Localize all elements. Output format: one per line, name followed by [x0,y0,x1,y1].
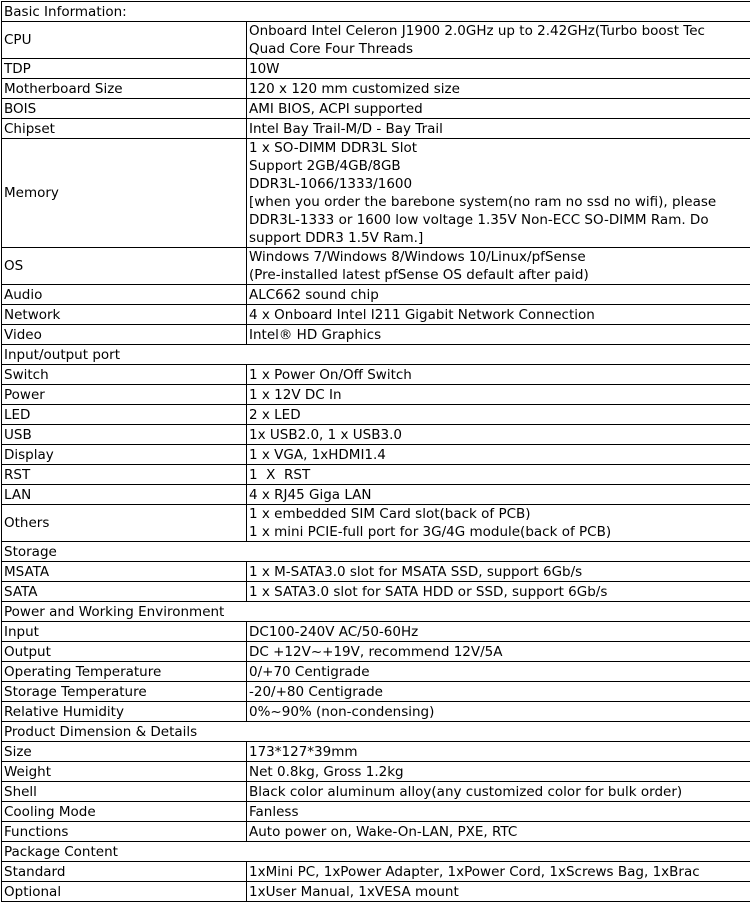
spec-row [2,582,750,602]
spec-value-line: Net 0.8kg, Gross 1.2kg [249,763,750,781]
spec-value [247,79,750,99]
spec-value-line: Intel Bay Trail-M/D - Bay Trail [249,120,750,138]
spec-value-line: 4 x Onboard Intel I211 Gigabit Network Connection [249,306,750,324]
spec-row [2,702,750,722]
section-header-row [2,722,750,742]
spec-value-line: 1 x embedded SIM Card slot(back of PCB) [249,505,750,523]
spec-value [247,862,750,882]
spec-value-line: Black color aluminum alloy(any customized color for bulk order) [249,783,750,801]
spec-value-line: 120 x 120 mm customized size [249,80,750,98]
spec-label: Others [2,505,247,542]
spec-row [2,79,750,99]
spec-value-line: Onboard Intel Celeron J1900 2.0GHz up to 2.42GHz(Turbo boost Tec [249,22,750,40]
spec-label: BOIS [2,99,247,119]
spec-value-line: 1xMini PC, 1xPower Adapter, 1xPower Cord, 1xScrews Bag, 1xBrac [249,863,750,881]
spec-label: TDP [2,59,247,79]
spec-value [247,305,750,325]
spec-value [247,882,750,902]
spec-value [247,325,750,345]
spec-label: OS [2,248,247,285]
spec-row [2,405,750,425]
spec-value-line: Windows 7/Windows 8/Windows 10/Linux/pfSense [249,248,750,266]
spec-value-line: 1 x 12V DC In [249,386,750,404]
spec-value [247,22,750,59]
spec-value-line: 1 x mini PCIE-full port for 3G/4G module(back of PCB) [249,523,750,541]
spec-label: Audio [2,285,247,305]
spec-label: USB [2,425,247,445]
spec-row [2,285,750,305]
spec-label: Input [2,622,247,642]
spec-value [247,562,750,582]
spec-value-line: 0%~90% (non-condensing) [249,703,750,721]
spec-label: Functions [2,822,247,842]
spec-row [2,305,750,325]
spec-label: Relative Humidity [2,702,247,722]
spec-value [247,822,750,842]
spec-label: Size [2,742,247,762]
spec-label: Storage Temperature [2,682,247,702]
spec-value-line: 1xUser Manual, 1xVESA mount [249,883,750,901]
spec-value-line: 1 x SATA3.0 slot for SATA HDD or SSD, support 6Gb/s [249,583,750,601]
section-header-row [2,602,750,622]
spec-value-line: DDR3L-1333 or 1600 low voltage 1.35V Non-ECC SO-DIMM Ram. Do [249,211,750,229]
section-header: Package Content [2,842,750,862]
spec-value-line: DDR3L-1066/1333/1600 [249,175,750,193]
spec-label: Weight [2,762,247,782]
spec-row [2,119,750,139]
section-header-row [2,542,750,562]
spec-label: Memory [2,139,247,248]
section-header-row [2,2,750,22]
spec-value [247,782,750,802]
spec-value-line: DC +12V~+19V, recommend 12V/5A [249,643,750,661]
spec-value [247,445,750,465]
spec-row [2,742,750,762]
section-header-row [2,842,750,862]
spec-label: CPU [2,22,247,59]
spec-value [247,425,750,445]
section-header: Storage [2,542,750,562]
spec-label: Optional [2,882,247,902]
spec-row [2,662,750,682]
spec-value-line: Auto power on, Wake-On-LAN, PXE, RTC [249,823,750,841]
spec-value-line: 1 x VGA, 1xHDMI1.4 [249,446,750,464]
spec-value-line: 4 x RJ45 Giga LAN [249,486,750,504]
spec-label: Output [2,642,247,662]
spec-label: Display [2,445,247,465]
spec-value-line: -20/+80 Centigrade [249,683,750,701]
spec-row [2,622,750,642]
spec-label: Motherboard Size [2,79,247,99]
spec-value [247,702,750,722]
spec-value-line: 173*127*39mm [249,743,750,761]
spec-value-line: 1 x SO-DIMM DDR3L Slot [249,139,750,157]
spec-label: Power [2,385,247,405]
spec-row [2,385,750,405]
spec-label: Standard [2,862,247,882]
spec-value-line: 1 x Power On/Off Switch [249,366,750,384]
spec-value-line: 10W [249,60,750,78]
spec-value [247,139,750,248]
spec-value [247,682,750,702]
spec-row [2,762,750,782]
spec-value-line: (Pre-installed latest pfSense OS default after paid) [249,266,750,284]
spec-value [247,465,750,485]
spec-row [2,365,750,385]
spec-value [247,505,750,542]
spec-value-line: DC100-240V AC/50-60Hz [249,623,750,641]
spec-label: SATA [2,582,247,602]
spec-row [2,682,750,702]
spec-value-line: Support 2GB/4GB/8GB [249,157,750,175]
spec-label: LED [2,405,247,425]
spec-value-line: Quad Core Four Threads [249,40,750,58]
spec-value-line: 0/+70 Centigrade [249,663,750,681]
spec-value-line: 1x USB2.0, 1 x USB3.0 [249,426,750,444]
spec-table [1,1,750,902]
spec-row [2,505,750,542]
spec-row [2,802,750,822]
spec-value [247,59,750,79]
spec-value [247,662,750,682]
spec-value [247,485,750,505]
spec-value [247,642,750,662]
spec-row [2,325,750,345]
spec-row [2,465,750,485]
spec-value-line: 1 x M-SATA3.0 slot for MSATA SSD, support 6Gb/s [249,563,750,581]
spec-label: Cooling Mode [2,802,247,822]
spec-label: RST [2,465,247,485]
spec-value-line: ALC662 sound chip [249,286,750,304]
spec-value [247,119,750,139]
section-header: Basic Information: [2,2,750,22]
spec-value [247,365,750,385]
spec-value [247,742,750,762]
spec-table-body [2,2,750,902]
spec-row [2,248,750,285]
spec-value [247,405,750,425]
spec-label: Switch [2,365,247,385]
spec-value [247,802,750,822]
spec-value-line: AMI BIOS, ACPI supported [249,100,750,118]
spec-row [2,99,750,119]
spec-row [2,882,750,902]
spec-row [2,485,750,505]
spec-label: Operating Temperature [2,662,247,682]
spec-value [247,622,750,642]
spec-value-line: Fanless [249,803,750,821]
spec-label: Chipset [2,119,247,139]
spec-row [2,562,750,582]
spec-row [2,425,750,445]
spec-value-line: [when you order the barebone system(no ram no ssd no wifi), please [249,193,750,211]
spec-row [2,642,750,662]
spec-value-line: 1 X RST [249,466,750,484]
section-header: Power and Working Environment [2,602,750,622]
spec-label: Video [2,325,247,345]
spec-value-line: support DDR3 1.5V Ram.] [249,229,750,247]
spec-value-line: 2 x LED [249,406,750,424]
section-header: Input/output port [2,345,750,365]
spec-row [2,822,750,842]
spec-value [247,248,750,285]
spec-value [247,99,750,119]
section-header: Product Dimension & Details [2,722,750,742]
spec-value [247,762,750,782]
spec-row [2,139,750,248]
spec-row [2,22,750,59]
spec-label: Shell [2,782,247,802]
spec-row [2,862,750,882]
spec-value [247,582,750,602]
section-header-row [2,345,750,365]
spec-value-line: Intel® HD Graphics [249,326,750,344]
spec-value [247,285,750,305]
spec-row [2,445,750,465]
spec-label: LAN [2,485,247,505]
spec-value [247,385,750,405]
spec-label: MSATA [2,562,247,582]
spec-row [2,59,750,79]
spec-row [2,782,750,802]
spec-label: Network [2,305,247,325]
